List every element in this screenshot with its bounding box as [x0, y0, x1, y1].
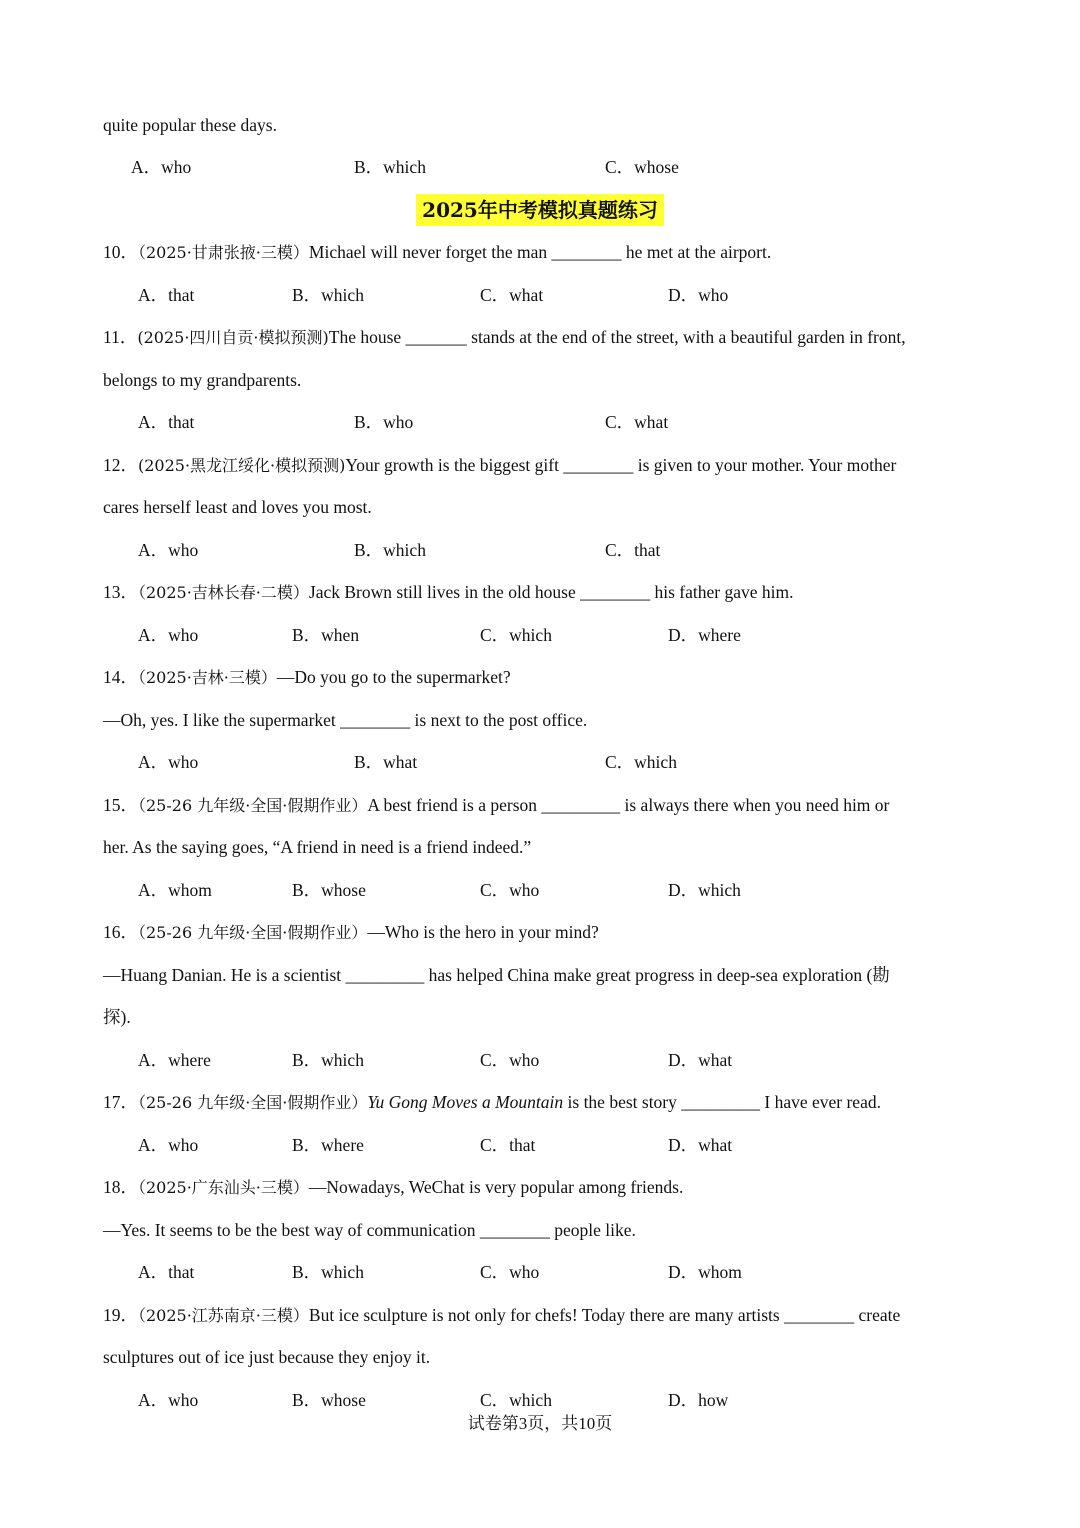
- question-source: (2025·黑龙江绥化·模拟预测): [138, 456, 346, 475]
- q16-option-b[interactable]: B．which: [292, 1050, 364, 1070]
- question-19-continued: sculptures out of ice just because they enjoy it.: [103, 1347, 431, 1367]
- q16-option-c[interactable]: C．who: [480, 1050, 540, 1070]
- q9-option-b[interactable]: B．which: [354, 157, 426, 177]
- question-number: 16．: [103, 922, 138, 942]
- q19-option-a[interactable]: A．who: [138, 1390, 199, 1410]
- question-source: （2025·吉林长春·二模）: [138, 583, 309, 602]
- q17-option-c[interactable]: C．that: [480, 1135, 536, 1155]
- question-text: A best friend is a person _________ is always there when you need him or: [367, 795, 890, 815]
- question-number: 15．: [103, 795, 138, 815]
- question-number: 13．: [103, 582, 138, 602]
- question-source: （25-26 九年级·全国·假期作业）: [138, 923, 368, 942]
- question-source: （25-26 九年级·全国·假期作业）: [138, 796, 368, 815]
- question-14: [103, 665, 984, 690]
- question-12: [103, 453, 984, 478]
- q12-option-b[interactable]: B．which: [354, 540, 426, 560]
- q18-option-b[interactable]: B．which: [292, 1262, 364, 1282]
- story-title: Yu Gong Moves a Mountain: [367, 1092, 564, 1112]
- q15-option-d[interactable]: D．which: [668, 880, 741, 900]
- question-number: 19．: [103, 1305, 138, 1325]
- q18-options: [138, 1260, 984, 1284]
- q19-options: [138, 1388, 984, 1412]
- q13-options: [138, 623, 984, 647]
- question-source: （2025·广东汕头·三模）: [138, 1178, 309, 1197]
- q9-options: [131, 155, 984, 179]
- question-10: [103, 240, 984, 265]
- q15-option-a[interactable]: A．whom: [138, 880, 212, 900]
- question-11: [103, 325, 984, 350]
- question-source: （2025·吉林·三模）: [138, 668, 277, 687]
- q10-option-d[interactable]: D．who: [668, 285, 729, 305]
- question-text: Jack Brown still lives in the old house ________ his father gave him.: [308, 582, 794, 602]
- page-footer: 试卷第3页，共10页: [467, 1414, 613, 1433]
- question-text: Michael will never forget the man ________ he met at the airport.: [308, 242, 772, 262]
- q16-option-a[interactable]: A．where: [138, 1050, 211, 1070]
- question-text: —Who is the hero in your mind?: [367, 922, 599, 942]
- question-text: —Do you go to the supermarket?: [276, 667, 511, 687]
- question-source: （2025·江苏南京·三模）: [138, 1306, 309, 1325]
- q13-option-b[interactable]: B．when: [292, 625, 360, 645]
- question-15: [103, 793, 984, 818]
- question-text: —Nowadays, WeChat is very popular among friends.: [308, 1177, 684, 1197]
- question-19: [103, 1303, 984, 1328]
- q12-option-c[interactable]: C．that: [605, 540, 661, 560]
- question-11-continued: belongs to my grandparents.: [103, 370, 302, 390]
- q14-options: [138, 750, 984, 774]
- question-number: 12．: [103, 455, 138, 475]
- question-15-continued: her. As the saying goes, “A friend in need is a friend indeed.”: [103, 837, 532, 857]
- q13-option-a[interactable]: A．who: [138, 625, 199, 645]
- q16-options: [138, 1048, 984, 1072]
- question-source: （25-26 九年级·全国·假期作业）: [138, 1093, 368, 1112]
- question-source: （2025·甘肃张掖·三模）: [138, 243, 309, 262]
- question-17: [103, 1090, 984, 1115]
- q12-option-a[interactable]: A．who: [138, 540, 199, 560]
- q14-option-c[interactable]: C．which: [605, 752, 677, 772]
- q16-option-d[interactable]: D．what: [668, 1050, 733, 1070]
- q10-option-c[interactable]: C．what: [480, 285, 544, 305]
- q15-option-c[interactable]: C．who: [480, 880, 540, 900]
- q19-option-b[interactable]: B．whose: [292, 1390, 366, 1410]
- q17-options: [138, 1133, 984, 1157]
- q19-option-c[interactable]: C．which: [480, 1390, 552, 1410]
- q17-option-a[interactable]: A．who: [138, 1135, 199, 1155]
- question-number: 17．: [103, 1092, 138, 1112]
- question-text: Your growth is the biggest gift ________ is given to your mother. Your mother: [345, 455, 897, 475]
- q19-option-d[interactable]: D．how: [668, 1390, 729, 1410]
- question-number: 18．: [103, 1177, 138, 1197]
- q18-option-a[interactable]: A．that: [138, 1262, 195, 1282]
- q12-options: [138, 538, 984, 562]
- question-number: 11．: [103, 327, 138, 347]
- question-text: But ice sculpture is not only for chefs! Today there are many artists ________ create: [308, 1305, 901, 1325]
- q13-option-d[interactable]: D．where: [668, 625, 741, 645]
- question-16-continued: —Huang Danian. He is a scientist _________ has helped China make great progress in deep-sea exploration (勘: [103, 965, 890, 985]
- q17-option-b[interactable]: B．where: [292, 1135, 364, 1155]
- q14-option-b[interactable]: B．what: [354, 752, 418, 772]
- q11-option-b[interactable]: B．who: [354, 412, 414, 432]
- question-13: [103, 580, 984, 605]
- q18-option-c[interactable]: C．who: [480, 1262, 540, 1282]
- question-source: (2025·四川自贡·模拟预测): [137, 328, 329, 347]
- question-12-continued: cares herself least and loves you most.: [103, 497, 372, 517]
- question-14-continued: —Oh, yes. I like the supermarket ________ is next to the post office.: [103, 710, 588, 730]
- question-16-continued-2: 探).: [103, 1007, 131, 1027]
- q9-option-a[interactable]: A．who: [131, 157, 192, 177]
- q17-option-d[interactable]: D．what: [668, 1135, 733, 1155]
- question-number: 14．: [103, 667, 138, 687]
- q15-option-b[interactable]: B．whose: [292, 880, 366, 900]
- q15-options: [138, 878, 984, 902]
- question-number: 10．: [103, 242, 138, 262]
- q9-option-c[interactable]: C．whose: [605, 157, 679, 177]
- q14-option-a[interactable]: A．who: [138, 752, 199, 772]
- q11-options: [138, 410, 984, 434]
- question-text: is the best story _________ I have ever read.: [563, 1092, 881, 1112]
- q13-option-c[interactable]: C．which: [480, 625, 552, 645]
- q10-options: [138, 283, 984, 307]
- q10-option-b[interactable]: B．which: [292, 285, 364, 305]
- question-text: The house _______ stands at the end of the street, with a beautiful garden in front,: [328, 327, 906, 347]
- q11-option-c[interactable]: C．what: [605, 412, 669, 432]
- question-16: [103, 920, 984, 945]
- q11-option-a[interactable]: A．that: [138, 412, 195, 432]
- q18-option-d[interactable]: D．whom: [668, 1262, 742, 1282]
- q10-option-a[interactable]: A．that: [138, 285, 195, 305]
- question-18: [103, 1175, 984, 1200]
- section-title: 2025年中考模拟真题练习: [416, 194, 664, 226]
- q9-tail-text: quite popular these days.: [103, 115, 277, 135]
- question-18-continued: —Yes. It seems to be the best way of communication ________ people like.: [103, 1220, 636, 1240]
